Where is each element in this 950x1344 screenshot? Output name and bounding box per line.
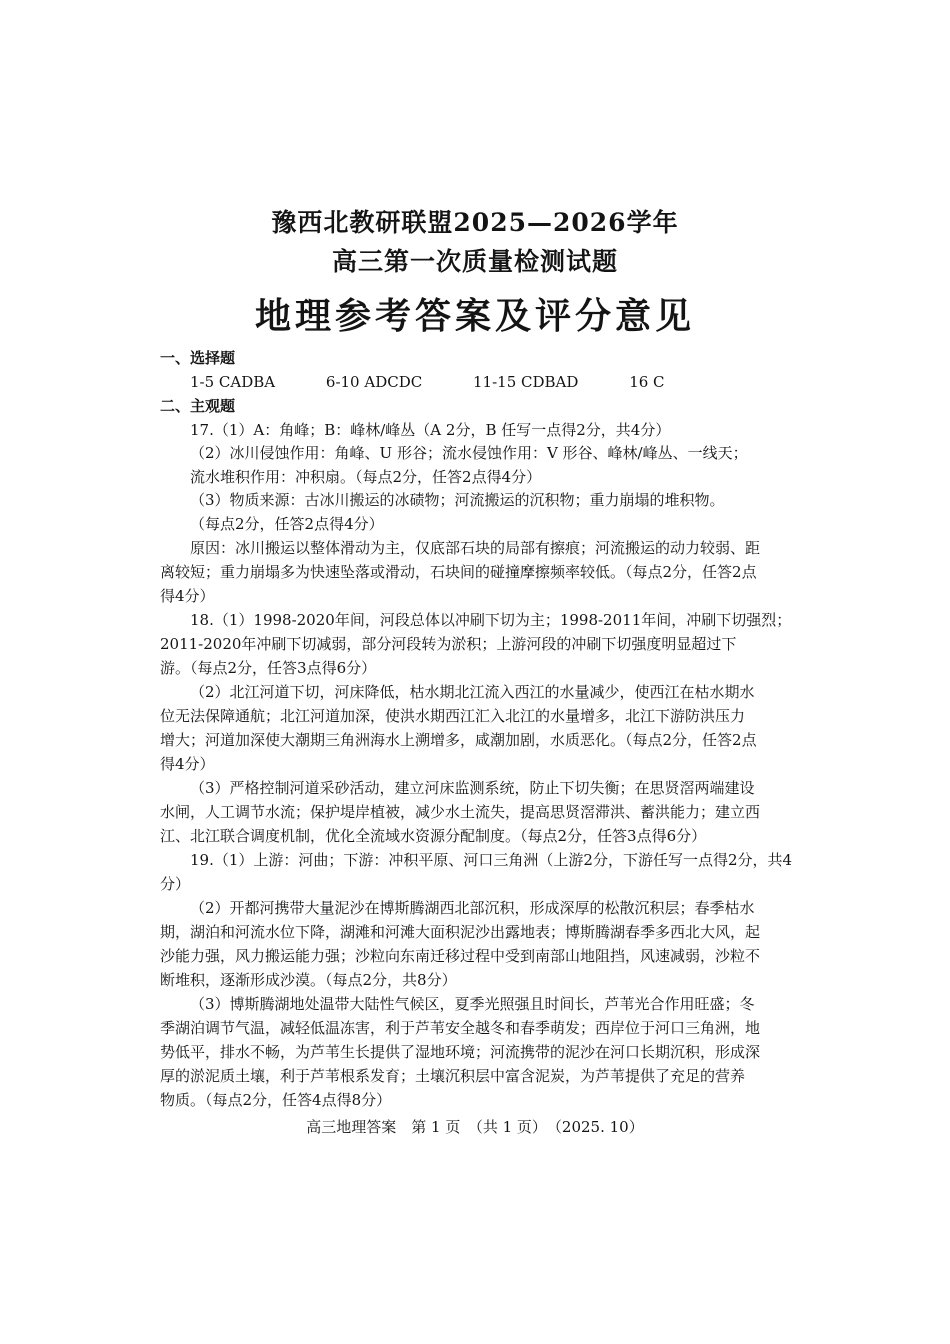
answer-line: （每点2分，任答2点得4分） [190,515,384,533]
section-title-subjective: 二、主观题 [160,397,236,415]
answer-line: 17.（1）A：角峰；B：峰林/峰丛（A 2分，B 任写一点得2分，共4分） [190,421,671,439]
answer-line: 厚的淤泥质土壤，利于芦苇根系发育；土壤沉积层中富含泥炭，为芦苇提供了充足的营养 [160,1067,746,1085]
answer-line: （2）开都河携带大量泥沙在博斯腾湖西北部沉积，形成深厚的松散沉积层；春季枯水 [190,899,755,917]
section-title-choice: 一、选择题 [160,349,236,367]
answer-line: （3）严格控制河道采砂活动，建立河床监测系统，防止下切失衡；在思贤滘两端建设 [190,779,755,797]
title-exam-alliance: 豫西北教研联盟2025—2026学年 [271,208,679,237]
title-exam-name: 高三第一次质量检测试题 [331,247,618,276]
answer-line: 离较短；重力崩塌多为快速坠落或滑动，石块间的碰撞摩擦频率较低。（每点2分，任答2点 [160,563,757,581]
answer-line: 断堆积，逐渐形成沙漠。（每点2分，共8分） [160,971,457,989]
answer-line: 季湖泊调节气温，减轻低温冻害，利于芦苇安全越冬和春季萌发；西岸位于河口三角洲，地 [160,1019,761,1037]
answer-line: 游。（每点2分，任答3点得6分） [160,659,377,677]
answer-line: 物质。（每点2分，任答4点得8分） [160,1091,392,1109]
answer-line: 得4分） [160,755,215,773]
choice-answer: 6-10 ADCDC [325,373,423,391]
answer-line: 得4分） [160,587,215,605]
choice-answer: 11-15 CDBAD [473,373,579,391]
answer-line: 分） [160,875,191,893]
choice-answer: 1-5 CADBA [190,373,276,391]
answer-line: 势低平，排水不畅，为芦苇生长提供了湿地环境；河流携带的泥沙在河口长期沉积，形成深 [160,1043,761,1061]
page-footer: 高三地理答案 第 1 页 （共 1 页） （2025. 10） [306,1118,644,1136]
answer-line: 增大；河道加深使大潮期三角洲海水上溯增多，咸潮加剧，水质恶化。（每点2分，任答2点 [160,731,757,749]
answer-line: 江、北江联合调度机制，优化全流域水资源分配制度。（每点2分，任答3点得6分） [160,827,707,845]
answer-line: 18.（1）1998-2020年间，河段总体以冲刷下切为主；1998-2011年间，冲刷下切强烈； [190,611,792,629]
answer-line: （3）博斯腾湖地处温带大陆性气候区，夏季光照强且时间长，芦苇光合作用旺盛；冬 [190,995,755,1013]
answer-line: 2011-2020年冲刷下切减弱，部分河段转为淤积；上游河段的冲刷下切强度明显超过下 [160,635,737,653]
answer-line: 位无法保障通航；北江河道加深，使洪水期西江汇入北江的水量增多，北江下游防洪压力 [160,707,746,725]
answer-line: （2）北江河道下切，河床降低，枯水期北江流入西江的水量减少，使西江在枯水期水 [190,683,755,701]
answer-line: （2）冰川侵蚀作用：角峰、U 形谷；流水侵蚀作用：V 形谷、峰林/峰丛、一线天； [190,444,748,462]
answer-line: （3）物质来源：古冰川搬运的冰碛物；河流搬运的沉积物；重力崩塌的堆积物。 [190,491,725,509]
page-title: 地理参考答案及评分意见 [254,295,695,337]
answer-line: 沙能力强，风力搬运能力强；沙粒向东南迁移过程中受到南部山地阻挡，风速减弱，沙粒不 [160,947,761,965]
choice-answer: 16 C [629,373,665,391]
answer-line: 19.（1）上游：河曲；下游：冲积平原、河口三角洲（上游2分，下游任写一点得2分，共4 [190,851,793,869]
answer-line: 流水堆积作用：冲积扇。（每点2分，任答2点得4分） [190,468,542,486]
choice-answers [190,372,711,392]
answer-line: 原因：冰川搬运以整体滑动为主，仅底部石块的局部有擦痕；河流搬运的动力较弱、距 [190,539,761,557]
answer-line: 期，湖泊和河流水位下降，湖滩和河滩大面积泥沙出露地表；博斯腾湖春季多西北大风，起 [160,923,761,941]
answer-line: 水闸，人工调节水流；保护堤岸植被，减少水土流失，提高思贤滘滞洪、蓄洪能力；建立西 [160,803,761,821]
